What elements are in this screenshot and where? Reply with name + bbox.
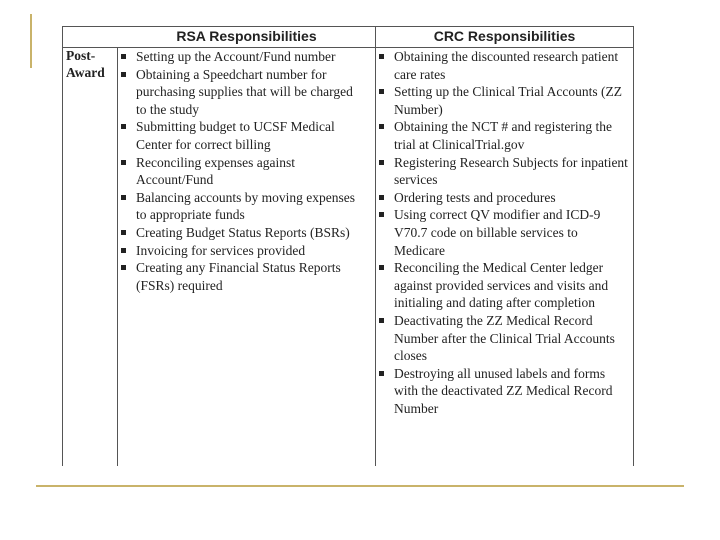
list-item: Using correct QV modifier and ICD-9 V70.7 code on billable services to Medicare xyxy=(376,206,628,259)
header-rsa: RSA Responsibilities xyxy=(176,28,317,44)
list-item: Registering Research Subjects for inpatient services xyxy=(376,154,628,189)
table-right-border xyxy=(633,26,634,466)
list-item: Invoicing for services provided xyxy=(118,242,366,260)
row-label-post-award: Post-Award xyxy=(66,48,105,80)
list-item: Submitting budget to UCSF Medical Center for correct billing xyxy=(118,118,366,153)
rsa-list xyxy=(118,48,366,294)
crc-list xyxy=(376,48,628,417)
responsibilities-table xyxy=(62,26,634,466)
list-item: Reconciling expenses against Account/Fund xyxy=(118,154,366,189)
list-item: Obtaining a Speedchart number for purchasing supplies that will be charged to the study xyxy=(118,66,366,119)
list-item: Setting up the Account/Fund number xyxy=(118,48,366,66)
accent-horizontal-rule xyxy=(36,485,684,487)
list-item: Deactivating the ZZ Medical Record Number after the Clinical Trial Accounts closes xyxy=(376,312,628,365)
table-left-border xyxy=(62,26,63,466)
list-item: Ordering tests and procedures xyxy=(376,189,628,207)
list-item: Setting up the Clinical Trial Accounts (ZZ Number) xyxy=(376,83,628,118)
list-item: Obtaining the NCT # and registering the trial at ClinicalTrial.gov xyxy=(376,118,628,153)
accent-vertical-bar xyxy=(30,14,32,68)
list-item: Balancing accounts by moving expenses to appropriate funds xyxy=(118,189,366,224)
list-item: Destroying all unused labels and forms with the deactivated ZZ Medical Record Number xyxy=(376,365,628,418)
list-item: Reconciling the Medical Center ledger against provided services and visits and initialing and dating after completion xyxy=(376,259,628,312)
list-item: Creating any Financial Status Reports (FSRs) required xyxy=(118,259,366,294)
list-item: Obtaining the discounted research patient care rates xyxy=(376,48,628,83)
table-grid xyxy=(62,26,634,466)
list-item: Creating Budget Status Reports (BSRs) xyxy=(118,224,366,242)
header-crc: CRC Responsibilities xyxy=(433,28,576,44)
